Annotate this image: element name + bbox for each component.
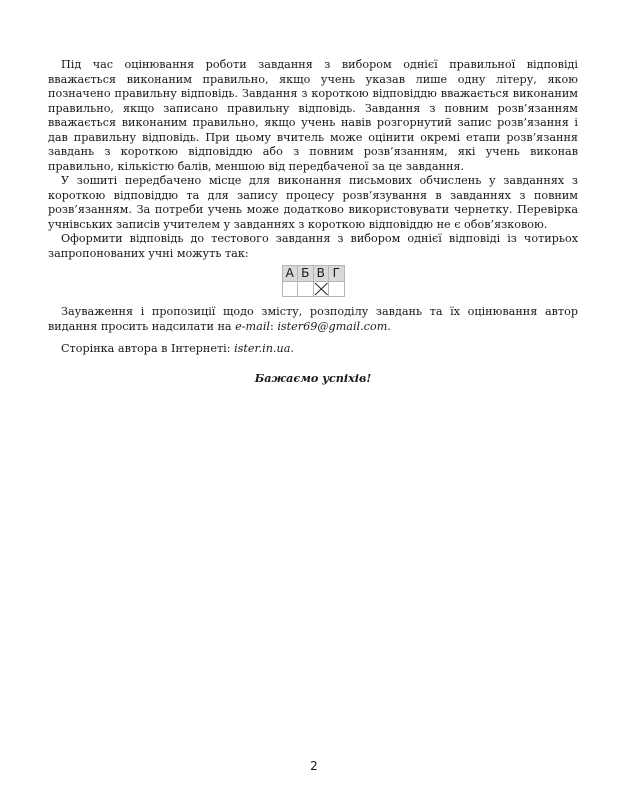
answer-letter-v: В: [313, 266, 329, 282]
author-site-text: Сторінка автора в Інтернеті:: [61, 342, 235, 355]
answer-cell-a: [282, 282, 298, 297]
answer-letter-b: Б: [298, 266, 314, 282]
answer-grid-sample: [282, 265, 345, 297]
answer-grid-header: [282, 266, 344, 282]
author-site-link[interactable]: ister.in.ua: [234, 342, 291, 355]
answer-cell-g: [329, 282, 344, 297]
closing-wish: Бажаємо успіхів!: [254, 370, 372, 385]
feedback-text: Зауваження і пропозиції щодо змісту, розподілу завдань та їх оцінювання автор видання просить надсилати на: [48, 305, 578, 333]
feedback-paragraph: [48, 305, 578, 334]
answer-cell-v: [313, 282, 329, 297]
page-number: 2: [310, 759, 318, 773]
email-label: e-mail: [235, 319, 270, 333]
email-separator: :: [270, 319, 278, 333]
author-site-end: .: [290, 342, 294, 355]
answer-format-paragraph: Оформити відповідь до тестового завдання з вибором однієї відповіді із чотирьох запропонованих учні можуть так:: [48, 232, 578, 260]
author-site-paragraph: [48, 342, 578, 357]
page-body: [48, 58, 578, 385]
grading-rules-paragraph: Під час оцінювання роботи завдання з вибором однієї правильної відповіді вважається виконаним правильно, якщо учень указав лише одну літеру, якою позначено правильну відповідь. Завдання з короткою відповіддю вважається виконаним правильно, якщо записано правильну відповідь. Завдання з повним розв’язанням вважається виконаним правильно, якщо учень навів розгорнутий запис розв’язання і дав правильну відповідь. При цьому вчитель може оцінити окремі етапи розв’язання завдань з короткою відповіддю або з повним розв’язанням, які учень виконав правильно, кількістю балів, меншою від передбаченої за це завдання.: [48, 58, 578, 173]
answer-letter-g: Г: [329, 266, 344, 282]
feedback-end: .: [387, 319, 391, 333]
email-address[interactable]: ister69@gmail.com: [277, 319, 388, 333]
workbook-paragraph: У зошиті передбачено місце для виконання письмових обчислень у завданнях з короткою відповіддю та для запису процесу розв’язування в завданнях з повним розв’язанням. За потреби учень може додатково використовувати чернетку. Перевірка учнівських записів учителем у завданнях з короткою відповіддю не є обов’язковою.: [48, 174, 578, 231]
answer-grid-marks: [282, 282, 344, 297]
answer-letter-a: А: [282, 266, 298, 282]
cross-mark-icon: [314, 282, 329, 296]
answer-cell-b: [298, 282, 314, 297]
